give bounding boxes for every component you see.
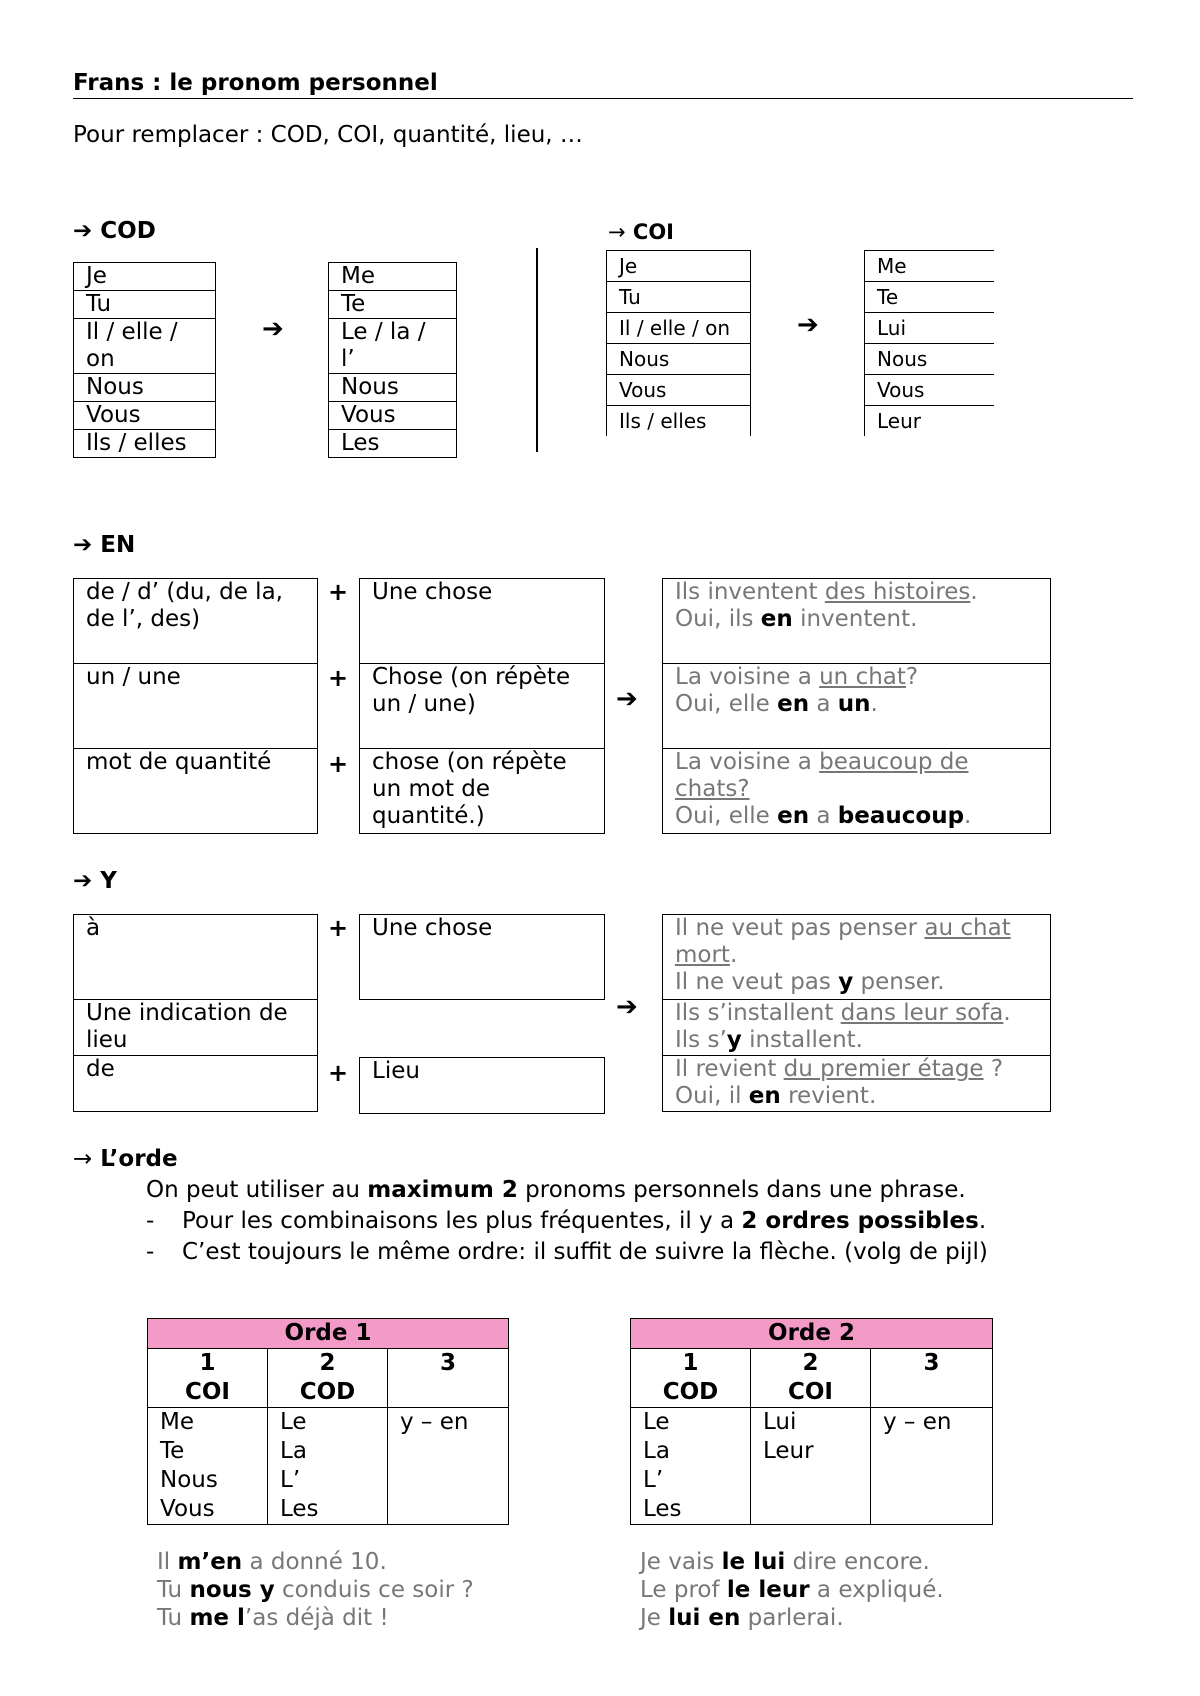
table-cell: Me (865, 251, 995, 282)
table-cell: Chose (on répète un / une) (360, 664, 605, 749)
table-cell: Tu (607, 282, 751, 313)
arrow-icon: ➔ (616, 992, 638, 1022)
cod-pronoun-table (328, 262, 457, 458)
table-cell: Une indication de lieu (74, 1000, 318, 1056)
example-line: Tu me l’as déjà dit ! (157, 1605, 389, 1631)
en-example-table (662, 578, 1051, 834)
cod-subject-table (73, 262, 216, 458)
table-header: 1 COD (631, 1349, 751, 1408)
orde1-title: Orde 1 (148, 1319, 509, 1349)
cod-heading-label: COD (100, 218, 156, 244)
table-cell: Me Te Nous Vous (148, 1408, 268, 1525)
table-cell: à (74, 915, 318, 1000)
orde-heading-label: L’orde (100, 1146, 178, 1172)
table-cell: Lui Leur (751, 1408, 871, 1525)
en-left-table (73, 578, 318, 834)
table-cell: Nous (607, 344, 751, 375)
y-heading-label: Y (100, 868, 117, 894)
orde2-title: Orde 2 (631, 1319, 993, 1349)
table-cell: y – en (871, 1408, 993, 1525)
arrow-icon: ➔ (73, 532, 93, 558)
page-title: Frans : le pronom personnel (73, 70, 1133, 99)
table-cell: de / d’ (du, de la, de l’, des) (74, 579, 318, 664)
table-cell: Nous (865, 344, 995, 375)
coi-subject-table (606, 250, 751, 436)
arrow-icon: ➔ (797, 310, 819, 340)
table-cell: La voisine a beaucoup de chats? Oui, elle en a beaucoup. (663, 749, 1051, 834)
orde-bullet: - C’est toujours le même ordre: il suffit de suivre la flèche. (volg de pijl) (146, 1239, 988, 1265)
table-cell: Une chose (360, 915, 605, 1000)
en-heading-label: EN (100, 532, 136, 558)
table-cell: Lieu (360, 1058, 605, 1114)
orde-heading (73, 1146, 178, 1172)
arrow-icon: ➔ (262, 314, 284, 344)
table-cell: de (74, 1056, 318, 1112)
y-mid-table-top (359, 914, 605, 1000)
table-cell: Il / elle / on (74, 319, 216, 374)
orde-bullet: - Pour les combinaisons les plus fréquentes, il y a 2 ordres possibles. (146, 1208, 987, 1234)
plus-icon: + (328, 1059, 349, 1087)
y-example-table (662, 914, 1051, 1112)
table-cell: Ils inventent des histoires. Oui, ils en inventent. (663, 579, 1051, 664)
orde2-table (630, 1318, 993, 1525)
plus-icon: + (328, 750, 349, 778)
table-cell: Le La L’ Les (631, 1408, 751, 1525)
table-cell: Te (865, 282, 995, 313)
arrow-icon: ➔ (616, 684, 638, 714)
plus-icon: + (328, 578, 349, 606)
table-cell: Me (329, 263, 457, 291)
y-left-table (73, 914, 318, 1112)
en-mid-table (359, 578, 605, 834)
page-subtitle: Pour remplacer : COD, COI, quantité, lieu, … (73, 122, 583, 148)
arrow-icon: → (608, 220, 626, 244)
example-line: Tu nous y conduis ce soir ? (157, 1577, 474, 1603)
table-cell: mot de quantité (74, 749, 318, 834)
table-cell: Leur (865, 406, 995, 437)
table-header: 1 COI (148, 1349, 268, 1408)
table-cell: un / une (74, 664, 318, 749)
y-mid-table-bottom (359, 1057, 605, 1114)
plus-icon: + (328, 664, 349, 692)
orde1-examples (157, 1548, 474, 1632)
coi-heading (608, 220, 674, 244)
table-cell: Les (329, 430, 457, 458)
table-cell: Lui (865, 313, 995, 344)
table-cell: Vous (607, 375, 751, 406)
table-cell: Ils s’installent dans leur sofa. Ils s’y installent. (663, 1000, 1051, 1056)
arrow-icon: ➔ (73, 868, 93, 894)
table-header: 3 (388, 1349, 509, 1408)
table-cell: Il revient du premier étage ? Oui, il en revient. (663, 1056, 1051, 1112)
table-header: 2 COD (268, 1349, 388, 1408)
table-cell: Il / elle / on (607, 313, 751, 344)
table-cell: Une chose (360, 579, 605, 664)
example-line: Je vais le lui dire encore. (640, 1549, 930, 1575)
table-header: 3 (871, 1349, 993, 1408)
table-cell: Il ne veut pas penser au chat mort. Il ne veut pas y penser. (663, 915, 1051, 1000)
table-cell: Je (607, 251, 751, 282)
orde2-examples (640, 1548, 944, 1632)
arrow-icon: → (73, 1146, 93, 1172)
y-heading (73, 868, 117, 894)
table-cell: Je (74, 263, 216, 291)
table-cell: Vous (865, 375, 995, 406)
table-cell: chose (on répète un mot de quantité.) (360, 749, 605, 834)
example-line: Il m’en a donné 10. (157, 1549, 387, 1575)
orde1-table (147, 1318, 509, 1525)
table-cell: Ils / elles (607, 406, 751, 437)
table-header: 2 COI (751, 1349, 871, 1408)
table-cell: Vous (329, 402, 457, 430)
example-line: Le prof le leur a expliqué. (640, 1577, 944, 1603)
orde-intro: On peut utiliser au maximum 2 pronoms personnels dans une phrase. (146, 1177, 966, 1203)
coi-pronoun-table (864, 250, 994, 436)
table-cell: Nous (329, 374, 457, 402)
en-heading (73, 532, 135, 558)
table-cell: Ils / elles (74, 430, 216, 458)
table-cell: Le La L’ Les (268, 1408, 388, 1525)
table-cell: Nous (74, 374, 216, 402)
arrow-icon: ➔ (73, 218, 93, 244)
table-cell: La voisine a un chat? Oui, elle en a un. (663, 664, 1051, 749)
table-cell: Tu (74, 291, 216, 319)
table-cell: Le / la / l’ (329, 319, 457, 374)
cod-heading (73, 218, 156, 244)
vertical-divider (536, 248, 538, 452)
coi-heading-label: COI (632, 220, 674, 244)
table-cell: Te (329, 291, 457, 319)
plus-icon: + (328, 914, 349, 942)
example-line: Je lui en parlerai. (640, 1605, 844, 1631)
table-cell: Vous (74, 402, 216, 430)
table-cell: y – en (388, 1408, 509, 1525)
